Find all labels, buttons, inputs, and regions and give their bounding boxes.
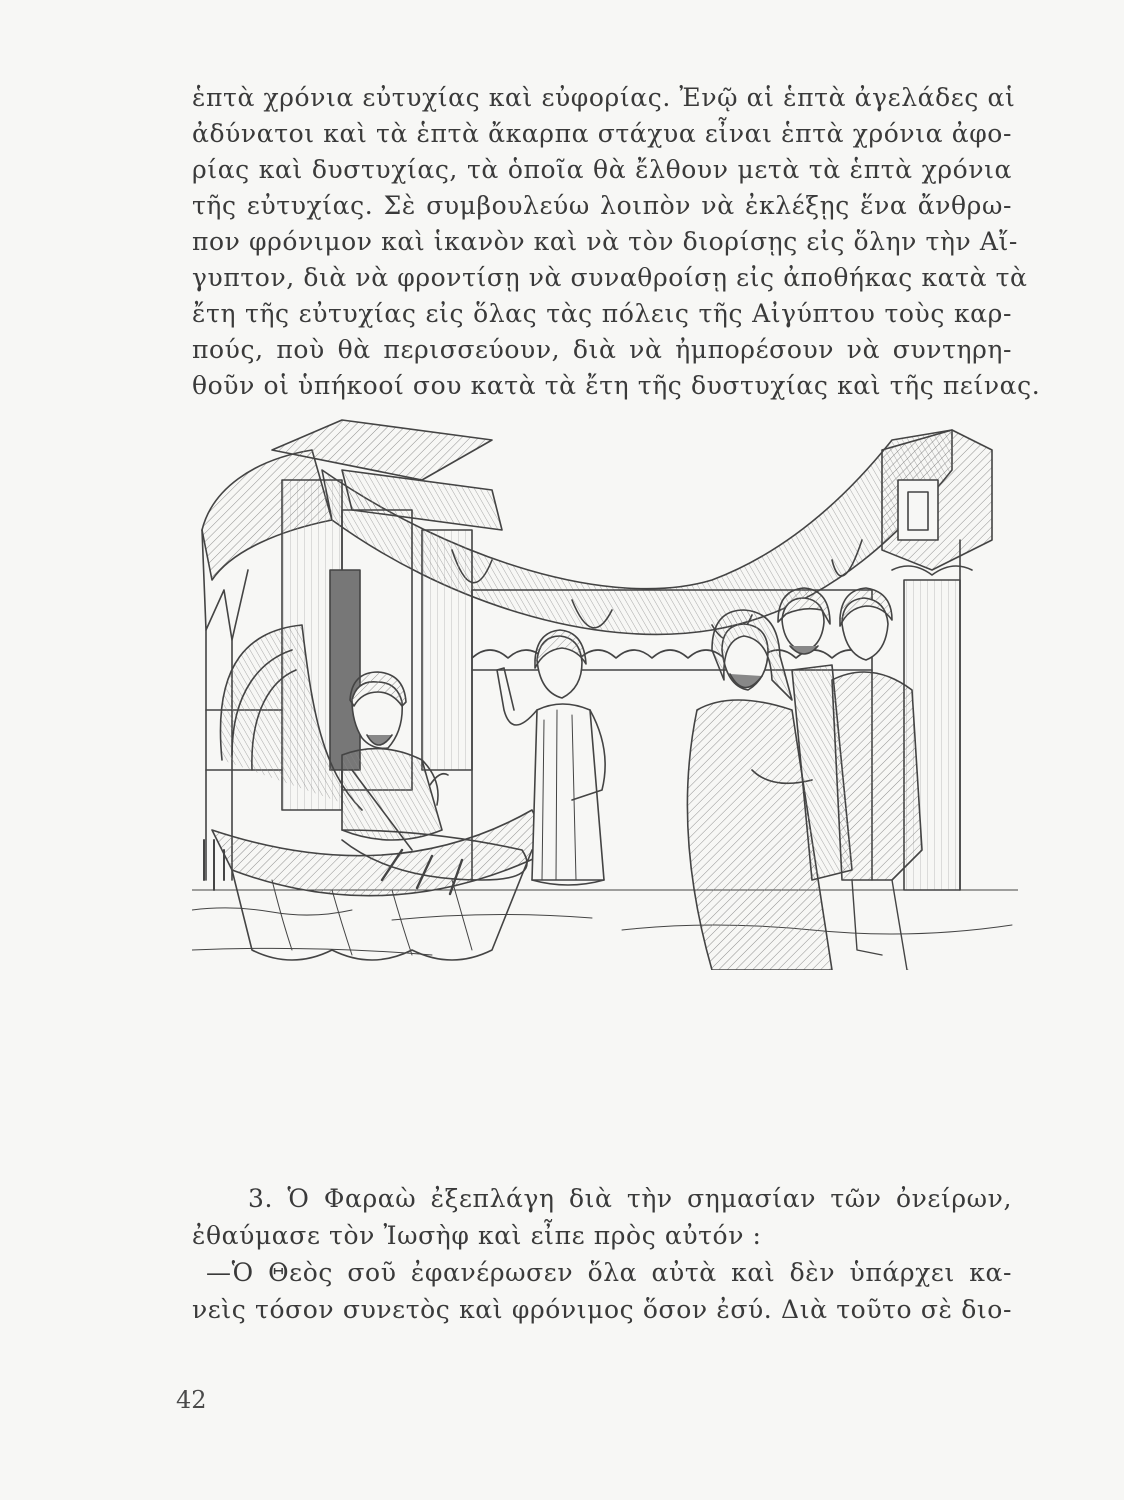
text-line: πούς, ποὺ θὰ περισσεύουν, διὰ νὰ ἠμπορέσουν νὰ συντηρη- (192, 335, 1012, 364)
text-line: τῆς εὐτυχίας. Σὲ συμβουλεύω λοιπὸν νὰ ἐκλέξῃς ἕνα ἄνθρω- (192, 191, 1012, 220)
text-line: πον φρόνιμον καὶ ἱκανὸν καὶ νὰ τὸν διορίσῃς εἰς ὅλην τὴν Αἴ- (192, 227, 1018, 256)
text-line: θοῦν οἱ ὑπήκοοί σου κατὰ τὰ ἔτη τῆς δυστυχίας καὶ τῆς πείνας. (192, 371, 1041, 400)
text-line: ἔτη τῆς εὐτυχίας εἰς ὅλας τὰς πόλεις τῆς Αἰγύπτου τοὺς καρ- (192, 299, 1012, 328)
text-line: ρίας καὶ δυστυχίας, τὰ ὁποῖα θὰ ἔλθουν μετὰ τὰ ἑπτὰ χρόνια (192, 155, 1012, 184)
floor (192, 890, 1018, 955)
text-line: —Ὁ Θεὸς σοῦ ἐφανέρωσεν ὅλα αὐτὰ καὶ δὲν ὑπάρχει κα- (206, 1258, 1012, 1287)
text-line: γυπτον, διὰ νὰ φροντίσῃ νὰ συναθροίσῃ εἰς ἀποθήκας κατὰ τὰ (192, 263, 1028, 292)
text-line: ἑπτὰ χρόνια εὐτυχίας καὶ εὐφορίας. Ἐνῷ αἱ ἑπτὰ ἀγελάδες αἱ (192, 83, 1016, 112)
paragraph-2 (192, 1180, 1012, 1328)
text-line: ἐθαύμασε τὸν Ἰωσὴφ καὶ εἶπε πρὸς αὐτόν : (192, 1221, 762, 1250)
illustration-pharaoh-dream-scene (192, 410, 1018, 970)
text-line: ἀδύνατοι καὶ τὰ ἑπτὰ ἄκαρπα στάχυα εἶναι ἑπτὰ χρόνια ἀφο- (192, 119, 1012, 148)
text-line: νεὶς τόσον συνετὸς καὶ φρόνιμος ὅσον ἐσύ. Διὰ τοῦτο σὲ διο- (192, 1295, 1012, 1324)
page-number: 42 (176, 1386, 207, 1414)
paragraph-1 (192, 80, 1041, 404)
text-line: 3. Ὁ Φαραὼ ἐξεπλάγη διὰ τὴν σημασίαν τῶν ὀνείρων, (248, 1184, 1012, 1213)
